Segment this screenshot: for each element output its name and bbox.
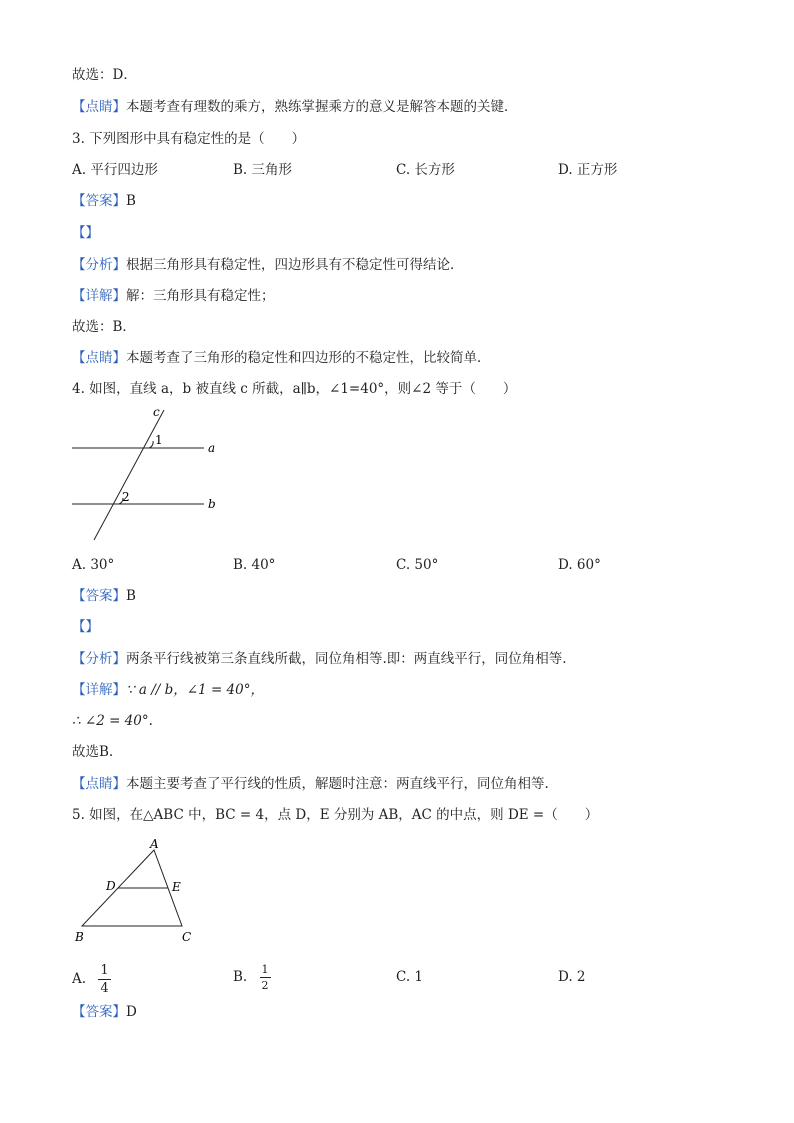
comment-q3: 【点睛】本题考查了三角形的稳定性和四边形的不稳定性，比较简单． bbox=[72, 350, 491, 366]
label-angle-1: 1 bbox=[155, 433, 163, 447]
options-q5 bbox=[72, 958, 732, 994]
analysis-q3: 【分析】根据三角形具有稳定性，四边形具有不稳定性可得结论． bbox=[72, 257, 464, 273]
option-d: D. 正方形 bbox=[558, 162, 618, 178]
option-b: B. 40° bbox=[233, 557, 276, 573]
option-a: A. 30° bbox=[72, 557, 115, 573]
question-5: 5. 如图，在△ABC 中，BC = 4，点 D，E 分别为 AB，AC 的中点，则 DE =（ ） bbox=[72, 807, 599, 823]
comment-tag: 【点睛】 bbox=[72, 99, 126, 115]
figure-q4 bbox=[66, 402, 226, 547]
label-D: D bbox=[106, 879, 116, 893]
question-4: 4. 如图，直线 a，b 被直线 c 所截，a∥b，∠1=40°，则∠2 等于（ ） bbox=[72, 381, 517, 397]
question-3: 3. 下列图形中具有稳定性的是（ ） bbox=[72, 131, 306, 147]
label-C: C bbox=[182, 930, 192, 944]
conclusion-q3: 故选：B． bbox=[72, 319, 136, 335]
figure-q5 bbox=[70, 836, 200, 948]
comment-q2: 【点睛】本题考查有理数的乘方，熟练掌握乘方的意义是解答本题的关键． bbox=[72, 99, 518, 115]
detail-q4-step: ∴ ∠2 = 40°. bbox=[72, 713, 153, 729]
blank-tag-q3: 【】 bbox=[72, 225, 99, 241]
label-b: b bbox=[208, 497, 216, 511]
option-d: D. 60° bbox=[558, 557, 601, 573]
label-angle-2: 2 bbox=[122, 490, 130, 504]
option-a: A. 平行四边形 bbox=[72, 162, 158, 178]
option-b: B. $\frac{1}{2}$ bbox=[233, 963, 269, 992]
angle-1-arc bbox=[149, 441, 153, 448]
comment-q4: 【点睛】本题主要考查了平行线的性质，解题时注意：两直线平行，同位角相等. bbox=[72, 776, 549, 792]
line-c bbox=[94, 410, 164, 540]
option-a: A. $\frac{1}{4}$ bbox=[72, 963, 109, 996]
fraction-half: $\frac{1}{2}$ bbox=[261, 963, 269, 992]
option-c: C. 长方形 bbox=[396, 162, 455, 178]
answer-q5: 【答案】D bbox=[72, 1004, 137, 1020]
label-E: E bbox=[172, 880, 181, 894]
analysis-q4: 【分析】两条平行线被第三条直线所截，同位角相等.即：两直线平行，同位角相等. bbox=[72, 651, 567, 667]
option-b: B. 三角形 bbox=[233, 162, 293, 178]
answer-q4: 【答案】B bbox=[72, 588, 136, 604]
blank-tag-q4: 【】 bbox=[72, 619, 99, 635]
fraction-quarter: $\frac{1}{4}$ bbox=[100, 963, 109, 996]
conclusion-q4: 故选B. bbox=[72, 744, 114, 760]
label-A: A bbox=[150, 837, 159, 851]
detail-q3: 【详解】解：三角形具有稳定性； bbox=[72, 288, 275, 304]
conclusion-q2: 故选：D． bbox=[72, 67, 137, 83]
detail-q4: 【详解】∵ a // b，∠1 = 40°， bbox=[72, 682, 264, 698]
answer-q3: 【答案】B bbox=[72, 193, 136, 209]
option-c: C. 1 bbox=[396, 969, 424, 985]
option-c: C. 50° bbox=[396, 557, 439, 573]
label-B: B bbox=[75, 930, 84, 944]
label-c: c bbox=[153, 405, 160, 419]
label-a: a bbox=[208, 441, 216, 455]
option-d: D. 2 bbox=[558, 969, 586, 985]
